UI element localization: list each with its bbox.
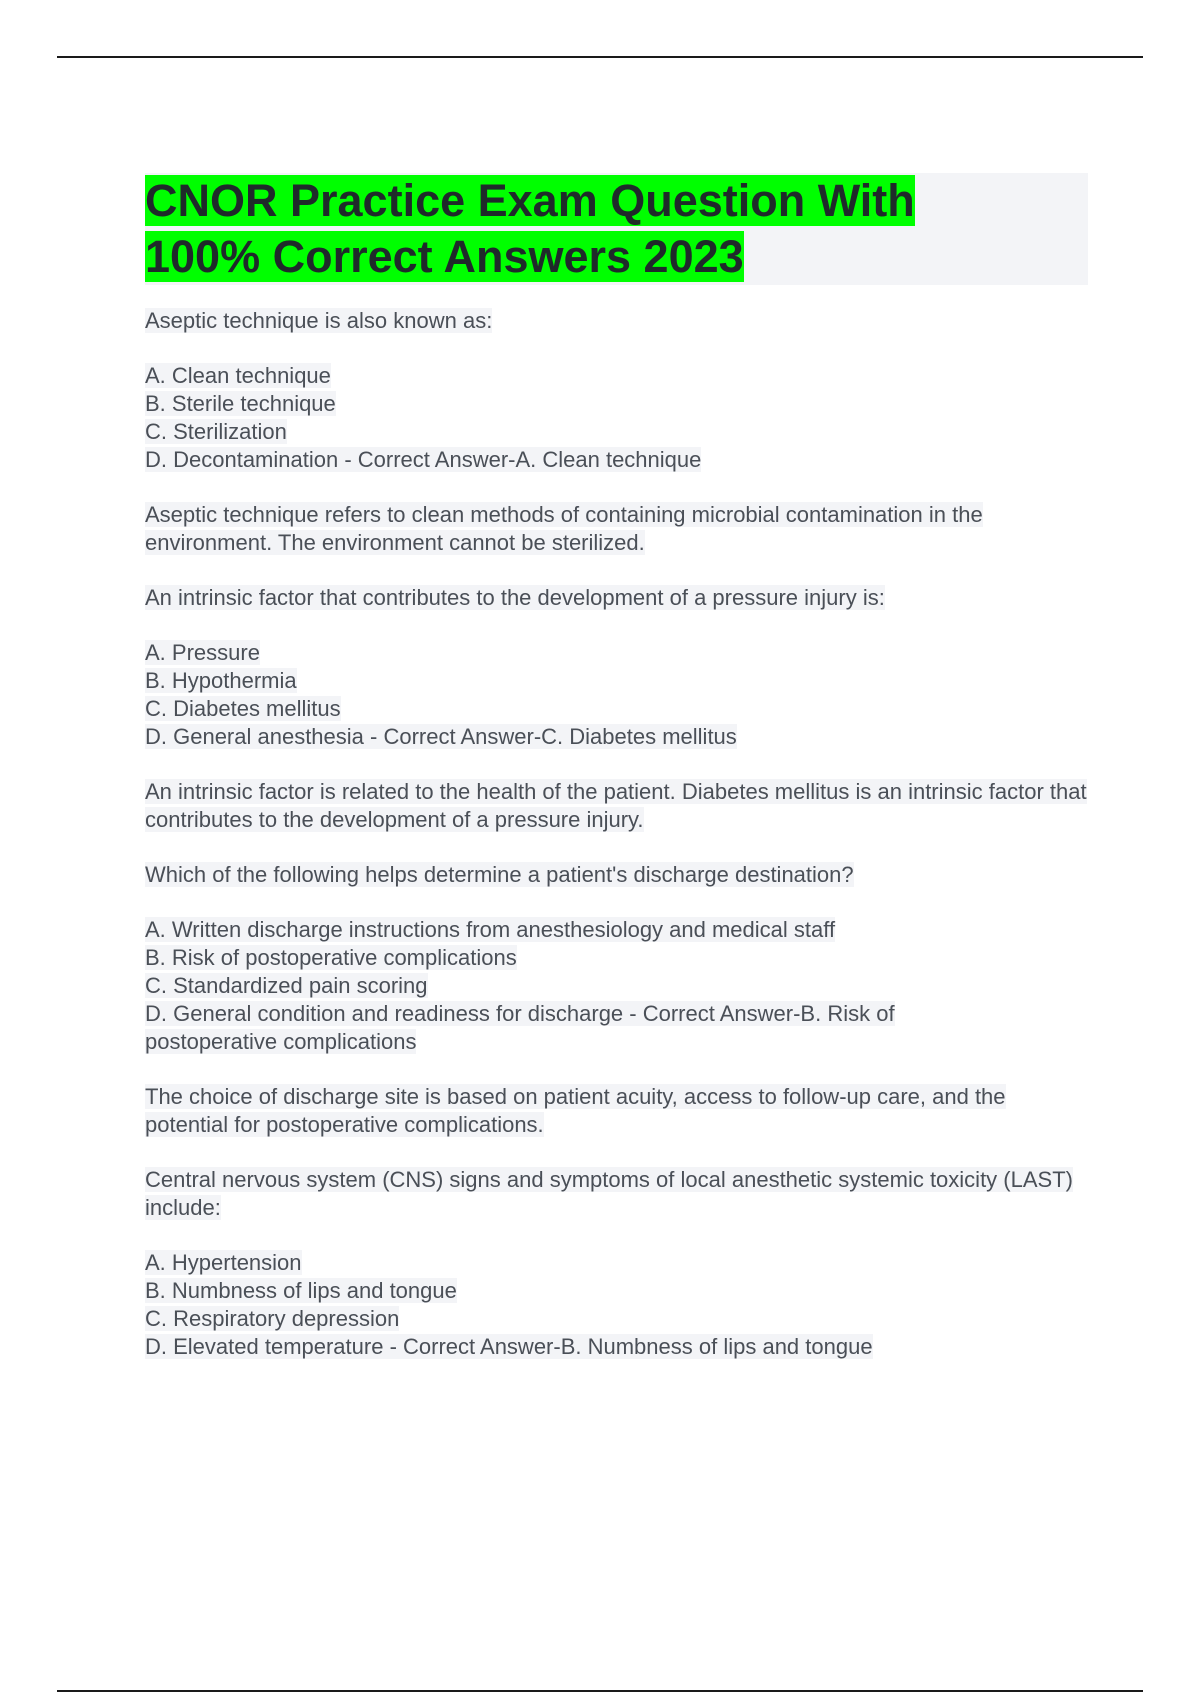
option-text: C. Standardized pain scoring xyxy=(145,973,428,998)
option-text: D. General condition and readiness for discharge - Correct Answer-B. Risk of postoperative complications xyxy=(145,1001,895,1054)
option-c xyxy=(145,1305,1088,1333)
option-text: A. Hypertension xyxy=(145,1250,302,1275)
option-text: A. Written discharge instructions from anesthesiology and medical staff xyxy=(145,917,836,942)
option-text: B. Hypothermia xyxy=(145,668,297,693)
option-text: A. Clean technique xyxy=(145,363,331,388)
option-c xyxy=(145,695,1088,723)
explanation-2-text: An intrinsic factor is related to the health of the patient. Diabetes mellitus is an intrinsic factor that contributes to the development of a pressure injury. xyxy=(145,779,1087,832)
footer-rule xyxy=(57,1690,1143,1692)
question-4 xyxy=(145,1166,1088,1222)
option-d-with-answer xyxy=(145,446,1088,474)
option-text: C. Respiratory depression xyxy=(145,1306,400,1331)
question-1-options xyxy=(145,362,1088,474)
option-b xyxy=(145,944,1088,972)
option-d-with-answer xyxy=(145,1333,1088,1361)
explanation-3-text: The choice of discharge site is based on patient acuity, access to follow-up care, and the potential for postoperative complications. xyxy=(145,1084,1006,1137)
title-highlight: CNOR Practice Exam Question With 100% Correct Answers 2023 xyxy=(145,175,915,282)
option-b xyxy=(145,390,1088,418)
question-2-text: An intrinsic factor that contributes to the development of a pressure injury is: xyxy=(145,585,885,610)
question-4-text: Central nervous system (CNS) signs and symptoms of local anesthetic systemic toxicity (LAST) include: xyxy=(145,1167,1073,1220)
question-1-text: Aseptic technique is also known as: xyxy=(145,308,493,333)
question-2 xyxy=(145,584,1088,612)
option-text: C. Diabetes mellitus xyxy=(145,696,341,721)
explanation-1-text: Aseptic technique refers to clean methods of containing microbial contamination in the environment. The environment cannot be sterilized. xyxy=(145,502,983,555)
header-rule xyxy=(57,56,1143,58)
option-a xyxy=(145,362,1088,390)
option-d-with-answer xyxy=(145,723,1088,751)
option-text: B. Sterile technique xyxy=(145,391,336,416)
option-c xyxy=(145,972,1088,1000)
document-title xyxy=(145,173,1005,285)
question-3 xyxy=(145,861,1088,889)
option-text: C. Sterilization xyxy=(145,419,287,444)
question-2-options xyxy=(145,639,1088,751)
explanation-3 xyxy=(145,1083,1088,1139)
option-text: B. Numbness of lips and tongue xyxy=(145,1278,457,1303)
question-4-options xyxy=(145,1249,1088,1361)
question-3-text: Which of the following helps determine a patient's discharge destination? xyxy=(145,862,854,887)
option-b xyxy=(145,667,1088,695)
option-a xyxy=(145,916,1088,944)
question-3-options xyxy=(145,916,1088,1056)
option-c xyxy=(145,418,1088,446)
option-text: D. Decontamination - Correct Answer-A. Clean technique xyxy=(145,447,702,472)
option-text: A. Pressure xyxy=(145,640,260,665)
option-a xyxy=(145,1249,1088,1277)
option-a xyxy=(145,639,1088,667)
option-text: D. Elevated temperature - Correct Answer-B. Numbness of lips and tongue xyxy=(145,1334,873,1359)
option-b xyxy=(145,1277,1088,1305)
title-block xyxy=(145,173,1088,285)
option-d-with-answer xyxy=(145,1000,975,1056)
document-body xyxy=(145,173,1088,1388)
explanation-2 xyxy=(145,778,1088,834)
option-text: B. Risk of postoperative complications xyxy=(145,945,517,970)
explanation-1 xyxy=(145,501,1088,557)
option-text: D. General anesthesia - Correct Answer-C. Diabetes mellitus xyxy=(145,724,737,749)
question-1 xyxy=(145,307,1088,335)
